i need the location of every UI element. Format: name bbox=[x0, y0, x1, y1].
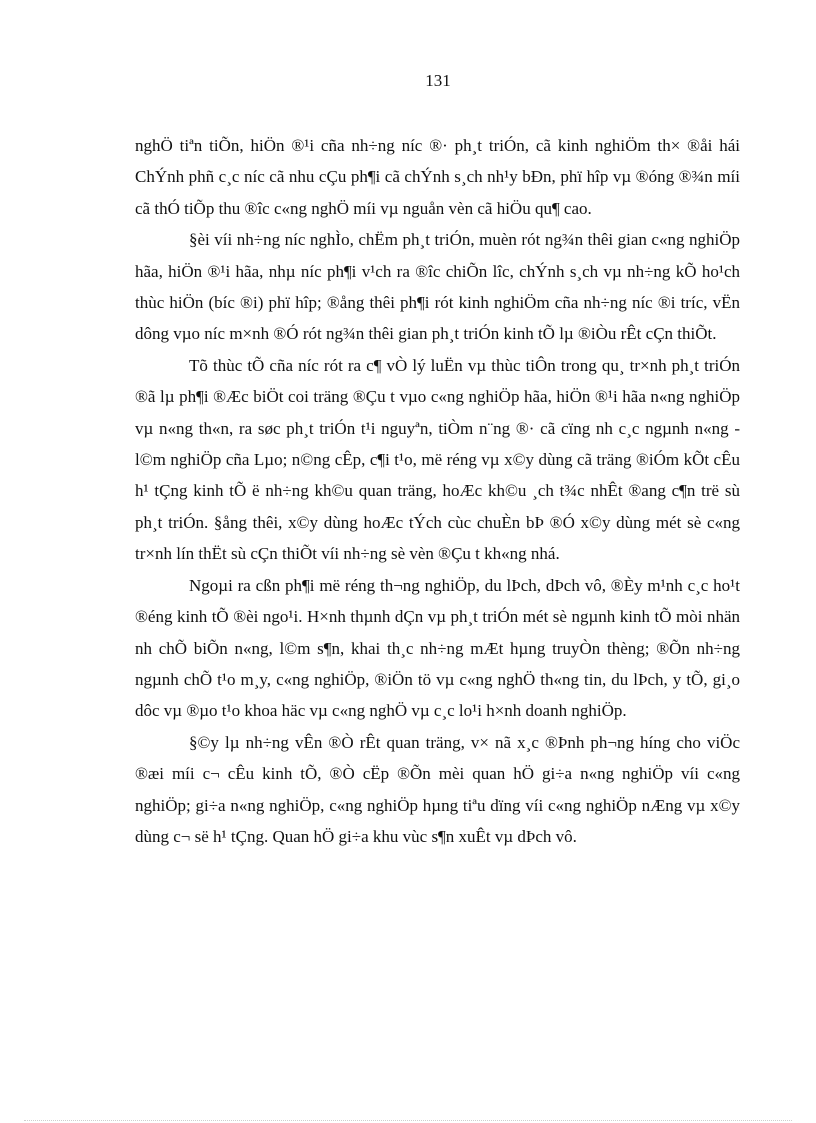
paragraph-5: §©y lµ nh÷ng vÊn ®Ò rÊt quan träng, v× nã x¸c ®Þnh ph¬ng híng cho viÖc ®æi míi c¬ cÊu kinh tÕ, ®Ò cËp ®Õn mèi quan hÖ gi÷a n«ng nghiÖp víi c«ng nghiÖp; gi÷a n«ng nghiÖp, c«ng nghiÖp hµng tiªu dïng víi c«ng nghiÖp nÆng vµ x©y dùng c¬ së h¹ tÇng. Quan hÖ gi÷a khu vùc s¶n xuÊt vµ dÞch vô. bbox=[135, 732, 740, 846]
page-number: 131 bbox=[425, 71, 451, 90]
paragraph-1: nghÖ tiªn tiÕn, hiÖn ®¹i cña nh÷ng níc ®· ph¸t triÓn, cã kinh nghiÖm th× ®åi hái ChÝnh phñ c¸c níc cã nhu cÇu ph¶i cã chÝnh s¸ch nh¹y bÐn, phï hîp vµ ®óng ®¾n míi cã thÓ tiÕp thu ®îc c«ng nghÖ míi vµ nguån vèn cã hiÖu qu¶ cao. bbox=[135, 136, 740, 218]
paragraph-3: Tõ thùc tÕ cña níc rót ra c¶ vÒ lý luËn vµ thùc tiÔn trong qu¸ tr×nh ph¸t triÓn ®ã lµ ph¶i ®Æc biÖt coi träng ®Çu t vµo c«ng nghiÖp hãa, hiÖn ®¹i hãa n«ng nghiÖp vµ n«ng th«n, ra søc ph¸t triÓn t¹i nguyªn, tiÒm n¨ng ®· cã cïng nh c¸c ngµnh n«ng - l©m nghiÖp cña Lµo; n©ng cÊp, c¶i t¹o, më réng vµ x©y dùng cã träng ®iÓm kÕt cÊu h¹ tÇng kinh tÕ ë nh÷ng kh©u quan träng, hoÆc kh©u ¸ch t¾c nhÊt ®ang c¶n trë sù ph¸t triÓn. §ång thêi, x©y dùng hoÆc tÝch cùc chuÈn bÞ ®Ó x©y dùng mét sè c«ng tr×nh lín thËt sù cÇn thiÕt víi nh÷ng sè vèn ®Çu t kh«ng nhá. bbox=[135, 355, 740, 564]
paragraph-4: Ngoµi ra cßn ph¶i më réng th¬ng nghiÖp, du lÞch, dÞch vô, ®Èy m¹nh c¸c ho¹t ®éng kinh tÕ ®èi ngo¹i. H×nh thµnh dÇn vµ ph¸t triÓn mét sè ngµnh kinh tÕ mòi nhän nh chÕ biÕn n«ng, l©m s¶n, khai th¸c nh÷ng mÆt hµng truyÒn thèng; ®Õn nh÷ng ngµnh chÕ t¹o m¸y, c«ng nghiÖp, ®iÖn tö vµ c«ng nghÖ th«ng tin, du lÞch, y tÕ, gi¸o dôc vµ ®µo t¹o khoa häc vµ c«ng nghÖ vµ c¸c lo¹i h×nh doanh nghiÖp. bbox=[135, 575, 740, 721]
body-text bbox=[135, 130, 740, 852]
page-bottom-divider bbox=[24, 1120, 792, 1121]
paragraph-2: §èi víi nh÷ng níc nghÌo, chËm ph¸t triÓn, muèn rót ng¾n thêi gian c«ng nghiÖp hãa, hiÖn ®¹i hãa, nhµ níc ph¶i v¹ch ra ®îc chiÕn lîc, chÝnh s¸ch vµ nh÷ng kÕ ho¹ch thùc hiÖn (bíc ®i) phï hîp; ®ång thêi ph¶i rót kinh nghiÖm cña nh÷ng níc ®i tríc, vËn dông vµo níc m×nh ®Ó rót ng¾n thêi gian ph¸t triÓn kinh tÕ lµ ®iÒu rÊt cÇn thiÕt. bbox=[135, 230, 740, 344]
